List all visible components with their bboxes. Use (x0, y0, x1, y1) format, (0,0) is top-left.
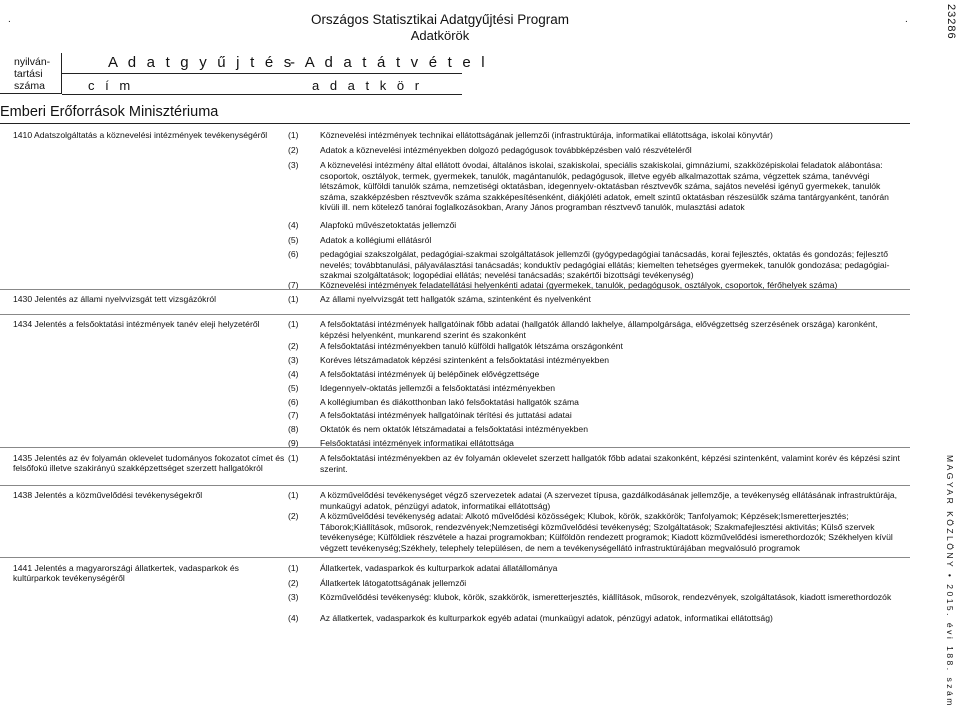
item-number: (3) (288, 592, 299, 602)
collection-title (13, 130, 285, 140)
item-description: A kollégiumban és diákotthonban lakó felsőoktatási hallgatók száma (320, 397, 579, 407)
item-number: (2) (288, 145, 299, 155)
item-number: (4) (288, 613, 299, 623)
col-title-heading: c í m (88, 78, 134, 93)
row-separator (0, 557, 910, 558)
item-description: Felsőoktatási intézmények informatikai ellátottsága (320, 438, 514, 448)
page-subtitle: Adatkörök (410, 28, 470, 43)
item-description: Idegennyelv-oktatás jellemzői a felsőoktatási intézményekben (320, 383, 556, 393)
item-description: Közművelődési tevékenység: klubok, körök, szakkörök, ismeretterjesztés, kiállítások, műsorok, rendezvények, szolgáltatások, kiadott ismerethordozók (320, 592, 892, 602)
head-bottom-line (62, 94, 462, 95)
item-number: (6) (288, 397, 299, 407)
item-number: (1) (288, 490, 299, 500)
collection-name: Adatszolgáltatás a köznevelési intézmények tevékenységéről (34, 130, 268, 140)
collection-title (13, 453, 285, 473)
journal-name: MAGYAR KÖZLÖNY • 2015. évi 188. szám (945, 455, 955, 708)
collection-code: 1438 (13, 490, 33, 500)
item-description: A felsőoktatási intézményekben az év folyamán oklevelet szerzett hallgatók főbb adatai szakonként, képzési szintenként, valamint korév és képzési szint szerint. (320, 453, 900, 474)
collection-title (13, 319, 285, 329)
item-description: Adatok a kollégiumi ellátásról (320, 235, 432, 245)
item-description: A köznevelési intézmény által ellátott óvodai, általános iskolai, szakiskolai, speciális szakiskolai, gimnáziumi, szakközépiskolai feladatok alábontása: csoportok, osztályok, termek, gyermekek, tanulók, magántanulók, pedagógusok, illetve egyéb alkalmazottak száma, végzettek száma, tanévvégi létszámok, külföldi tanulók száma, nemzetiségi oktatásban, idegennyelv-oktatásban résztvevők száma, sajátos nevelési igényű gyermekek, tanulók száma, szakképzésben résztvevők száma szakképesítésenként, diákjóléti adatok, emelt szintű oktatásban részesülők száma tantárgyanként, tanórán kívüli ill. nem kötelező tanórai foglalkozásokban, Arany János programban résztvevő tanulók, mulasztási adatok (320, 160, 889, 212)
col-collection-heading: A d a t g y ű j t é s (108, 54, 295, 71)
item-description: A felsőoktatási intézmények hallgatóinak főbb adatai (hallgatók állandó lakhelye, állampolgársága, elővégzettség szerzésének országa) karonként, képzési helyenként, munkarend szerint és szakonként (320, 319, 878, 340)
collection-title (13, 294, 285, 304)
item-number: (1) (288, 453, 299, 463)
collection-code: 1434 (13, 319, 33, 329)
collection-name: Jelentés az állami nyelvvizsgát tett vizsgázókról (34, 294, 217, 304)
page-number: 23286 (945, 4, 957, 40)
item-description: Oktatók és nem oktatók létszámadatai a felsőoktatási intézményekben (320, 424, 588, 434)
margin-dot-left: . (8, 14, 11, 25)
row-separator (0, 314, 910, 315)
item-description: A felsőoktatási intézményekben tanuló külföldi hallgatók létszáma országonként (320, 341, 623, 351)
item-number: (1) (288, 294, 299, 304)
item-number: (1) (288, 319, 299, 329)
item-number: (5) (288, 235, 299, 245)
collection-code: 1435 (13, 453, 33, 463)
page-title: Országos Statisztikai Adatgyűjtési Program (310, 12, 570, 27)
row-separator (0, 485, 910, 486)
item-description: A közművelődési tevékenység adatai: Alkotó művelődési közösségek; Klubok, körök, szakkörök; Tanfolyamok; Képzések;Ismeretterjesztés; Táborok;Kiállítások, műsorok, rendezvények;Nemzetiségi közművelődési tevékenység; Szolgáltatások; Szakmafejlesztési aktivitás; Külső szervek tevékenysége; Külföldiek részvétele a hazai programokban; Külföldön rendezett programok; Kiadott közművelődési ismerethordozók; Székhelyen kívül végzett tevékenység;Székhely, telephely településen, de nem a tevékenységellátó infrastruktúrájában megvalósuló programok (320, 511, 893, 553)
item-number: (2) (288, 341, 299, 351)
item-number: (4) (288, 220, 299, 230)
collection-title (13, 563, 285, 583)
item-description: Állatkertek látogatottságának jellemzői (320, 578, 467, 588)
col-transfer-heading: - A d a t á t v é t e l (290, 54, 488, 71)
item-number: (9) (288, 438, 299, 448)
item-description: A közművelődési tevékenységet végző szervezetek adatai (A szervezet típusa, gazdálkodásának jellemzője, a tevékenység ellátásának infrastruktúrája, munkaügyi adatok, pénzügyi adatok, informatikai ellátottság) (320, 490, 898, 511)
item-number: (7) (288, 410, 299, 420)
item-number: (2) (288, 578, 299, 588)
item-description: Köznevelési intézmények feladatellátási helyenkénti adatai (gyermekek, tanulók, pedagógusok, osztályok, csoportok, férőhelyek száma) (320, 280, 838, 290)
item-description: A felsőoktatási intézmények hallgatóinak térítési és juttatási adatai (320, 410, 572, 420)
head-divider (62, 73, 462, 74)
row-separator (0, 289, 910, 290)
item-number: (3) (288, 355, 299, 365)
item-number: (4) (288, 369, 299, 379)
item-number: (3) (288, 160, 299, 170)
collection-name: Jelentés a közművelődési tevékenységekről (34, 490, 203, 500)
item-number: (6) (288, 249, 299, 259)
collection-code: 1410 (13, 130, 33, 140)
collection-name: Jelentés az év folyamán oklevelet tudományos fokozatot címet és felsőfokú illetve szakirányú szakképzettséget szerzett hallgatókról (13, 453, 285, 473)
item-description: Az állatkertek, vadasparkok és kulturparkok egyéb adatai (munkaügyi adatok, pénzügyi adatok, informatikai ellátottság) (320, 613, 773, 623)
item-description: Koréves létszámadatok képzési szintenként a felsőoktatási intézményekben (320, 355, 610, 365)
item-number: (5) (288, 383, 299, 393)
item-number: (2) (288, 511, 299, 521)
collection-code: 1441 (13, 563, 33, 573)
item-description: Alapfokú művészetoktatás jellemzői (320, 220, 457, 230)
collection-name: Jelentés a magyarországi állatkertek, vadasparkok és kultúrparkok tevékenységéről (13, 563, 239, 583)
item-description: Köznevelési intézmények technikai ellátottságának jellemzői (infrastruktúrája, informatikai ellátottsága, iskolai könyvtár) (320, 130, 773, 140)
ministry-underline (0, 123, 910, 124)
item-description: Az állami nyelvvizsgát tett hallgatók száma, szintenként és nyelvenként (320, 294, 591, 304)
item-description: A felsőoktatási intézmények új belépőinek elővégzettsége (320, 369, 540, 379)
col-datagroup-heading: a d a t k ö r (312, 78, 423, 93)
item-number: (8) (288, 424, 299, 434)
collection-name: Jelentés a felsőoktatási intézmények tanév eleji helyzetéről (34, 319, 260, 329)
item-number: (7) (288, 280, 299, 290)
item-number: (1) (288, 563, 299, 573)
item-description: Adatok a köznevelési intézményekben dolgozó pedagógusok továbbképzésben való részvételéről (320, 145, 692, 155)
collection-code: 1430 (13, 294, 33, 304)
row-separator (0, 447, 910, 448)
collection-title (13, 490, 285, 500)
item-description: pedagógiai szakszolgálat, pedagógiai-szakmai szolgáltatások jellemzői (gyógypedagógiai tanácsadás, korai fejlesztés, oktatás és gondozás; fejlesztő nevelés; továbbtanulási, pályaválasztási tanácsadás; konduktív pedagógiai ellátás; kiemelten tehetséges gyermekek, tanulók gondozása; pedagógiai-szakmai szolgáltatások; logopédiai ellátás; nevelési tanácsadás; szakértői bizottsági tevékenység) (320, 249, 890, 280)
item-description: Állatkertek, vadasparkok és kulturparkok adatai állatállománya (320, 563, 558, 573)
ministry-name: Emberi Erőforrások Minisztériuma (0, 104, 219, 120)
margin-dot-right: . (905, 14, 908, 25)
item-number: (1) (288, 130, 299, 140)
col-registry-number: nyilván- tartási száma (0, 53, 62, 94)
